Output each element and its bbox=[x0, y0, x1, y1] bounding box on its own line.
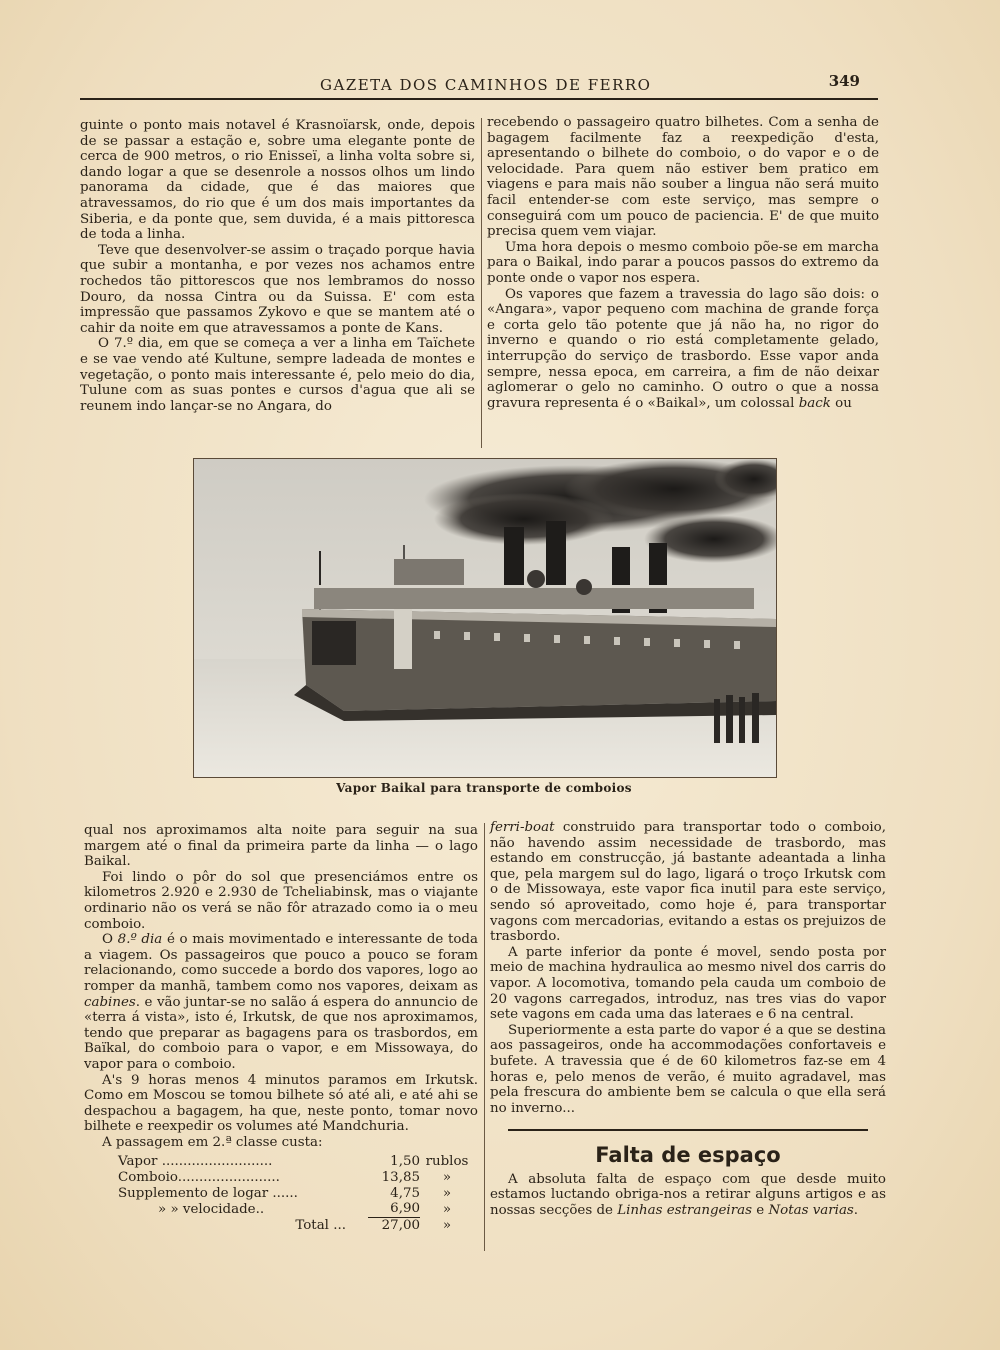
section-divider bbox=[490, 1122, 886, 1138]
section-title: Falta de espaço bbox=[595, 1142, 781, 1167]
italic-term: cabines bbox=[84, 994, 136, 1010]
paragraph-text: . e vão juntar-se no salão á espera do annuncio de «terra á vista», isto é, Irkutsk, de que nos aproximamos, tendo que preparar as bagagens para os trasbordos, em Baïkal, do comboio para o vapor, e em Missowaya, do vapor para o comboio. bbox=[84, 994, 478, 1072]
column-bottom-left bbox=[84, 823, 478, 1233]
fare-value: 13,85 bbox=[381, 1170, 420, 1186]
paragraph: A's 9 horas menos 4 minutos paramos em Irkutsk. Como em Moscou se tomou bilhete só até ali, e até ahi se despachou a bagagem, ha que, neste ponto, tomar novo bilhete e reexpedir os volumes até Mandchuria. bbox=[84, 1072, 478, 1135]
fare-unit: » bbox=[442, 1170, 452, 1186]
paragraph-text: . bbox=[853, 1203, 859, 1219]
paragraph bbox=[490, 820, 886, 945]
paragraph-text: O bbox=[102, 932, 118, 948]
fare-unit: rublos bbox=[425, 1154, 469, 1170]
italic-term: 8.º dia bbox=[117, 932, 163, 948]
italic-term: Notas varias bbox=[768, 1203, 854, 1219]
column-top-left bbox=[80, 118, 475, 414]
fare-label: Supplemento de logar ...... bbox=[118, 1185, 298, 1201]
paragraph: qual nos aproximamos alta noite para seguir na sua margem até o final da primeira parte da linha — o lago Baikal. bbox=[84, 823, 478, 870]
paragraph: Uma hora depois o mesmo comboio põe-se em marcha para o Baikal, indo parar a poucos passos do extremo da ponte onde o vapor nos espera. bbox=[487, 239, 879, 286]
italic-term: ferri-boat bbox=[490, 820, 555, 835]
column-divider bbox=[484, 823, 485, 1251]
paragraph: recebendo o passageiro quatro bilhetes. Com a senha de bagagem facilmente faz a reexpedição d'esta, apresentando o bilhete do comboio, o do vapor e o de velocidade. Para quem não estiver bem pratico em viagens e para mais não souber a lingua não será muito facil entender-se com este serviço, mas sempre o conseguirá com um pouco de paciencia. E' de que muito precisa quem vem viajar. bbox=[487, 115, 879, 240]
paragraph bbox=[487, 287, 879, 412]
fare-value: 4,75 bbox=[390, 1185, 420, 1201]
paragraph bbox=[84, 932, 478, 1072]
total-unit: » bbox=[442, 1217, 452, 1233]
fare-label: Vapor .......................... bbox=[118, 1154, 273, 1170]
table-row bbox=[118, 1170, 474, 1186]
paragraph: A parte inferior da ponte é movel, sendo posta por meio de machina hydraulica ao mesmo nivel dos carris do vapor. A locomotiva, tomando pela cauda um comboio de 20 vagons carregados, introduz, nas tres vias do vapor sete vagons em cada uma das lateraes e 6 na central. bbox=[490, 944, 886, 1023]
page-header bbox=[80, 72, 878, 100]
paragraph-text: é o mais movimentado e interessante de toda a viagem. Os passageiros que pouco a pouco se foram relacionando, como succede a bordo dos vapores, logo ao romper da manhã, tambem como nos vapores, deixam as bbox=[84, 932, 478, 994]
steamship-illustration bbox=[194, 459, 776, 777]
paragraph: Foi lindo o pôr do sol que presenciámos entre os kilometros 2.920 e 2.930 de Tcheliabinsk, mas o viajante ordinario não os verá se não fôr atrazado como ia o meu comboio. bbox=[84, 869, 478, 932]
ship-photograph bbox=[193, 458, 777, 778]
total-value: 27,00 bbox=[381, 1217, 420, 1233]
italic-term: Linhas estrangeiras bbox=[617, 1203, 752, 1219]
paragraph: Teve que desenvolver-se assim o traçado porque havia que subir a montanha, e por vezes nos achamos entre rochedos tão pittorescos que nos lembramos do nosso Douro, da nossa Cintra ou da Suissa. E' com esta impressão que passamos Zykovo e que se mantem até o cahir da noite em que atravessamos a ponte de Kans. bbox=[80, 242, 475, 336]
paragraph-text: construido para transportar todo o comboio, não havendo assim necessidade de trasbordo, mas estando em construcção, já bastante adeantada a linha que, pela margem sul do lago, ligará o troço Irkutsk com o de Missowaya, este vapor fica inutil para este serviço, sendo só aproveitado, como hoje é, para transportar vagons com mercadorias, evitando a estas os prejuizos de trasbordo. bbox=[490, 820, 886, 945]
fare-value: 6,90 bbox=[368, 1201, 420, 1217]
paragraph: Superiormente a esta parte do vapor é a que se destina aos passageiros, onde ha accommodações confortaveis e bufete. A travessia que é de 60 kilometros faz-se em 4 horas e, pelo menos de verão, é muito agradavel, mas pela frescura do ambiente bem se calcula o que ella será no inverno... bbox=[490, 1022, 886, 1116]
figure-caption: Vapor Baikal para transporte de comboios bbox=[336, 781, 632, 795]
fare-value: 1,50 bbox=[390, 1154, 420, 1170]
page-number: 349 bbox=[828, 72, 860, 90]
fare-unit: » bbox=[442, 1201, 452, 1217]
section-body bbox=[490, 1172, 886, 1219]
paragraph bbox=[490, 1172, 886, 1219]
fare-table bbox=[118, 1154, 474, 1233]
paragraph: O 7.º dia, em que se começa a ver a linha em Taïchete e se vae vendo até Kultune, sempre ladeada de montes e vegetação, o ponto mais interessante é, pelo meio do dia, Tulune com as suas pontes e cursos d'agua que ali se reunem indo lançar-se no Angara, do bbox=[80, 336, 475, 414]
fare-label: Comboio........................ bbox=[118, 1170, 280, 1186]
table-row bbox=[118, 1154, 474, 1170]
total-label: Total ... bbox=[295, 1217, 346, 1233]
column-top-right bbox=[487, 115, 879, 411]
paragraph-text: Os vapores que fazem a travessia do lago são dois: o «Angara», vapor pequeno com machina de grande força e corta gelo tão potente que já não ha, no rigor do inverno e quando o rio está completamente gelado, interrupção do serviço de trasbordo. Esse vapor anda sempre, nessa epoca, em carreira, a fim de não deixar aglomerar o gelo no caminho. O outro o que a nossa gravura representa é o «Baikal», um colossal bbox=[487, 286, 879, 411]
fare-unit: » bbox=[442, 1185, 452, 1201]
paragraph-text: e bbox=[751, 1203, 769, 1219]
paragraph-text: ou bbox=[835, 395, 852, 411]
italic-term: back bbox=[798, 395, 831, 411]
column-bottom-right bbox=[490, 820, 886, 1219]
column-divider bbox=[481, 118, 482, 448]
hull bbox=[294, 609, 776, 721]
table-row bbox=[118, 1201, 474, 1217]
paragraph: guinte o ponto mais notavel é Krasnoïarsk, onde, depois de se passar a estação e, sobre uma elegante ponte de cerca de 900 metros, o rio Enisseï, a linha volta sobre si, dando logar a que se desenrole a nossos olhos um lindo panorama da cidade, que é das maiores que atravessamos, do rio que é um dos mais importantes da Siberia, e da ponte que, sem duvida, é a mais pittoresca de toda a linha. bbox=[80, 118, 475, 243]
divider-rule bbox=[508, 1129, 868, 1131]
table-row bbox=[118, 1186, 474, 1202]
fare-label: » » velocidade.. bbox=[158, 1201, 265, 1217]
table-row-total bbox=[118, 1217, 474, 1233]
paragraph-text: A absoluta falta de espaço com que desde muito estamos luctando obriga-nos a retirar alguns artigos e as nossas secções de bbox=[490, 1171, 886, 1219]
paragraph: A passagem em 2.ª classe custa: bbox=[102, 1134, 323, 1150]
publication-title: GAZETA DOS CAMINHOS DE FERRO bbox=[320, 76, 652, 94]
